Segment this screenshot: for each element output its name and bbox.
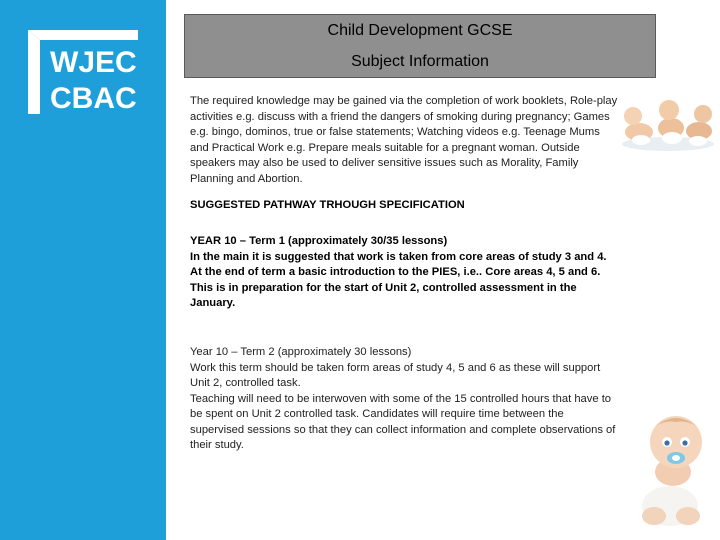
title-box (184, 14, 656, 78)
term1-para2: At the end of term a basic introduction to the PIES, i.e.. Core areas 4, 5 and 6. This is in preparation for the start of Unit 2, controlled assessment in the January. (190, 266, 601, 309)
logo-line1: WJEC (50, 46, 137, 79)
term1-section (190, 234, 620, 312)
term2-para1: Work this term should be taken form areas of study 4, 5 and 6 as these will support Unit 2, controlled task. (190, 361, 601, 389)
term2-para2: Teaching will need to be interwoven with some of the 15 controlled hours that have to be spent on Unit 2 controlled task. Candidates will require time between the supervised sessions so that they can collect information and complete observations of their study. (190, 392, 616, 451)
term2-section (190, 345, 620, 454)
term1-title: YEAR 10 – Term 1 (approximately 30/35 lessons) (190, 235, 448, 247)
page-subtitle: Subject Information (351, 53, 489, 70)
page-title: Child Development GCSE (327, 22, 513, 39)
babies-group-image (619, 96, 717, 152)
logo-line2: CBAC (50, 82, 137, 114)
intro-text: The required knowledge may be gained via the completion of work booklets, Role-play activities e.g. discuss with a friend the dangers of smoking during pregnancy; Games e.g. bingo, dominos, true or false statements; Watching videos e.g. Teenage Mums and Practical Work e.g. Prepare meals suitable for a pregnant woman. Outside speakers may also be used to deliver sensitive issues such as Morality, Family Planning and Abortion. (190, 95, 618, 185)
wjec-cbac-logo (28, 30, 138, 114)
intro-paragraph (190, 94, 620, 187)
pathway-heading: SUGGESTED PATHWAY TRHOUGH SPECIFICATION (190, 199, 465, 211)
crawling-baby-image (640, 412, 716, 530)
term2-title: Year 10 – Term 2 (approximately 30 lessons) (190, 346, 412, 358)
term1-para1: In the main it is suggested that work is taken from core areas of study 3 and 4. (190, 250, 607, 263)
brand-sidebar (0, 0, 166, 540)
